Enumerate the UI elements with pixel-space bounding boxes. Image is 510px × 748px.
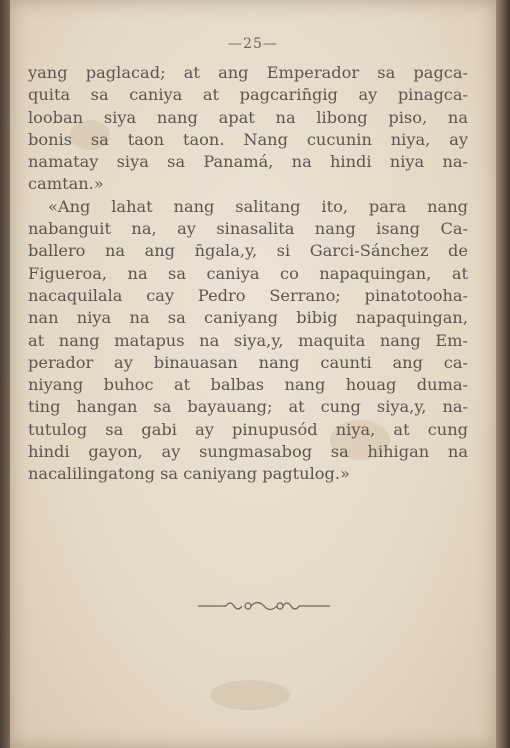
paper-stain: [210, 680, 290, 710]
text-line: nan niya na sa caniyang bibig napaquingan,: [28, 308, 468, 328]
paragraph: [28, 196, 468, 486]
text-line: yang paglacad; at ang Emperador sa pagca-: [28, 63, 468, 82]
text-line: hindi gayon, ay sungmasabog sa hihigan na: [28, 442, 468, 462]
page-body-text: [28, 62, 468, 486]
book-page-edge: [496, 0, 510, 748]
text-line: tutulog sa gabi ay pinupusód niya, at cung: [28, 419, 468, 439]
text-line: at nang matapus na siya,y, maquita nang Em-: [28, 330, 468, 350]
text-line: bonis sa taon taon. Nang cucunin niya, ay: [28, 129, 468, 149]
text-line: niyang buhoc at balbas nang houag duma-: [28, 375, 468, 395]
text-line: looban siya nang apat na libong piso, na: [28, 107, 468, 127]
book-page: [10, 0, 496, 748]
text-line: nabanguit na, ay sinasalita nang isang Ca-: [28, 219, 468, 239]
text-line: quita sa caniya at pagcarin̄gig ay pinagca-: [28, 85, 468, 105]
text-line: Figueroa, na sa caniya co napaquingan, at: [28, 263, 468, 283]
page-number: —25—: [228, 36, 278, 52]
text-line: perador ay binauasan nang caunti ang ca-: [28, 352, 468, 372]
text-line: «Ang lahat nang salitang ito, para nang: [48, 196, 468, 216]
paragraph: [28, 62, 468, 196]
text-line: nacaquilala cay Pedro Serrano; pinatotooha-: [28, 285, 468, 305]
text-line: nacalilingatong sa caniyang pagtulog.»: [28, 464, 350, 484]
text-line: ting hangan sa bayauang; at cung siya,y, na-: [28, 397, 468, 417]
scroll-ornament-icon: [196, 598, 332, 614]
text-line: camtan.»: [28, 174, 104, 194]
text-line: namatay siya sa Panamá, na hindi niya na-: [28, 152, 468, 172]
text-line: ballero na ang n̄gala,y, si Garci-Sánchez de: [28, 241, 468, 261]
